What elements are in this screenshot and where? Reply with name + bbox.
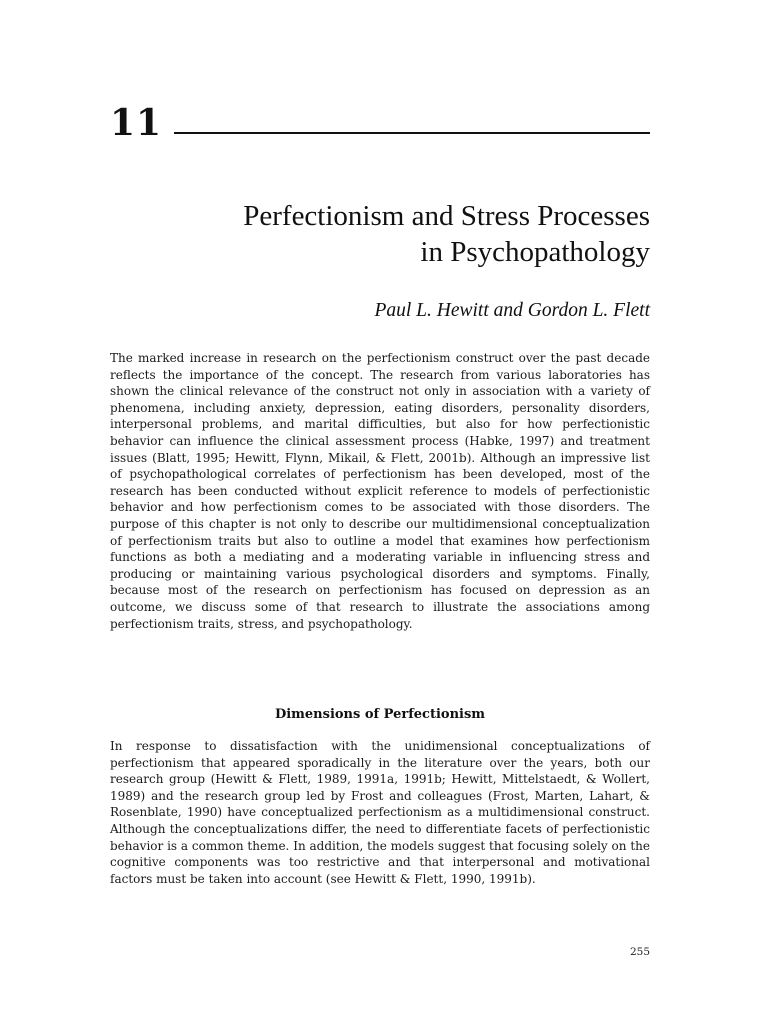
chapter-number: 11: [110, 102, 163, 144]
chapter-title-line-2: in Psychopathology: [420, 236, 650, 268]
chapter-title-line-1: Perfectionism and Stress Processes: [243, 200, 650, 232]
section-heading: Dimensions of Perfectionism: [274, 707, 486, 722]
page-number: 255: [629, 946, 650, 958]
chapter-title: [90, 198, 650, 270]
section-paragraph: In response to dissatisfaction with the unidimensional conceptualizations of perfectionism that appeared sporadically in the literature over the years, both our research group (Hewitt & Flett, 1989, 1991a, 1991b; Hewitt, Mittelstaedt, & Wollert, 1989) and the research group led by Frost and colleagues (Frost, Marten, Lahart, & Rosenblate, 1990) have conceptualized perfectionism as a multidimensional construct. Although the conceptualizations differ, the need to differentiate facets of perfectionistic behavior is a common theme. In addition, the models suggest that focusing solely on the cognitive components was too restrictive and that interpersonal and motivational factors must be taken into account (see Hewitt & Flett, 1990, 1991b).: [110, 739, 650, 886]
chapter-header: [110, 103, 650, 143]
chapter-authors: Paul L. Hewitt and Gordon L. Flett: [374, 300, 650, 321]
chapter-rule: [174, 132, 650, 134]
intro-paragraph: The marked increase in research on the perfectionism construct over the past decade reflects the importance of the concept. The research from various laboratories has shown the clinical relevance of the construct not only in association with a variety of phenomena, including anxiety, depression, eating disorders, personality disorders, interpersonal problems, and marital difficulties, but also for how perfectionistic behavior can influence the clinical assessment process (Habke, 1997) and treatment issues (Blatt, 1995; Hewitt, Flynn, Mikail, & Flett, 2001b). Although an impressive list of psychopathological correlates of perfectionism has been developed, most of the research has been conducted without explicit reference to models of perfectionistic behavior and how perfectionism comes to be associated with those disorders. The purpose of this chapter is not only to describe our multidimensional conceptualization of perfectionism traits but also to outline a model that examines how perfectionism functions as both a mediating and a moderating variable in influencing stress and producing or maintaining various psychological disorders and symptoms. Finally, because most of the research on perfectionism has focused on depression as an outcome, we discuss some of that research to illustrate the associations among perfectionism traits, stress, and psychopathology.: [110, 351, 650, 631]
